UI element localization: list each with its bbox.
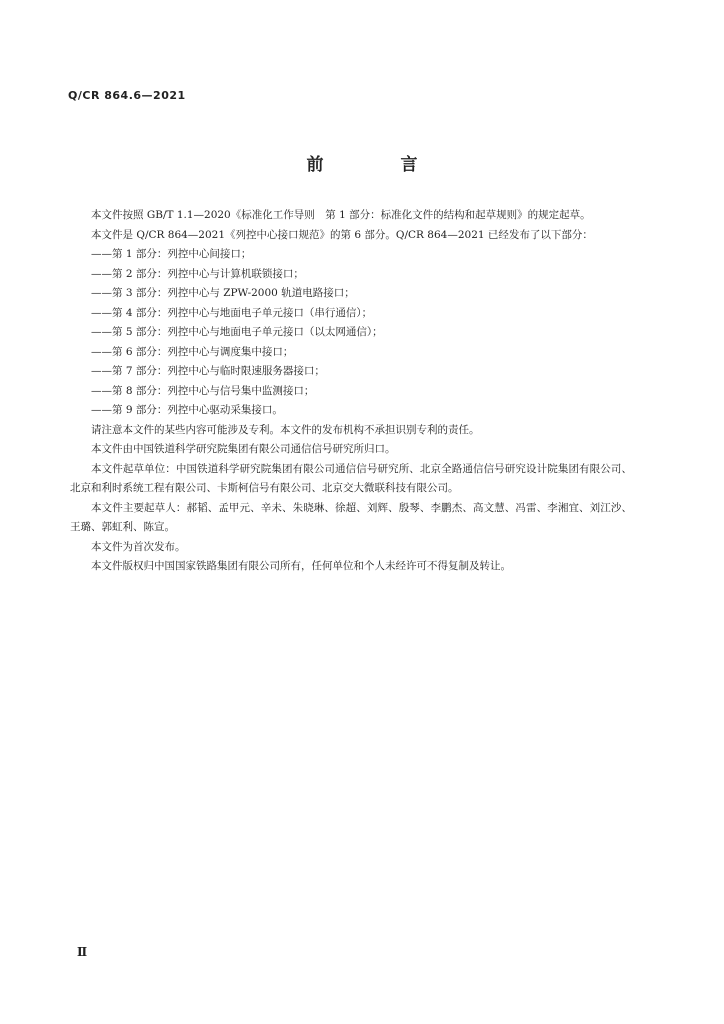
parts-list — [70, 245, 632, 421]
list-item: ——第 6 部分：列控中心与调度集中接口； — [91, 345, 294, 358]
page-title: 前 言 — [306, 155, 448, 175]
paragraph-patent-notice: 请注意本文件的某些内容可能涉及专利。本文件的发布机构不承担识别专利的责任。 — [91, 423, 480, 436]
document-code: Q/CR 864.6—2021 — [68, 89, 186, 102]
list-item: ——第 2 部分：列控中心与计算机联锁接口； — [91, 267, 304, 280]
list-item: ——第 4 部分：列控中心与地面电子单元接口（串行通信）； — [91, 306, 373, 319]
list-item: ——第 9 部分：列控中心驱动采集接口。 — [91, 404, 283, 416]
paragraph-drafters: 本文件主要起草人：郝韬、孟甲元、辛未、朱晓琳、徐超、刘辉、殷琴、李鹏杰、高文慧、冯雷、李湘宜、刘江沙、王璐、郭虹利、陈宣。 — [70, 501, 632, 533]
paragraph-drafting-rules: 本文件按照 GB/T 1.1—2020《标准化工作导则 第 1 部分：标准化文件的结构和起草规则》的规定起草。 — [91, 209, 591, 221]
paragraph-series-intro: 本文件是 Q/CR 864—2021《列控中心接口规范》的第 6 部分。Q/CR 864—2021 已经发布了以下部分： — [91, 228, 593, 241]
list-item: ——第 8 部分：列控中心与信号集中监测接口； — [91, 384, 315, 397]
preface-body — [70, 206, 632, 577]
paragraph-drafting-units: 本文件起草单位：中国铁道科学研究院集团有限公司通信信号研究所、北京全路通信信号研究设计院集团有限公司、北京和利时系统工程有限公司、卡斯柯信号有限公司、北京交大微联科技有限公司。 — [70, 462, 632, 494]
paragraph-first-release: 本文件为首次发布。 — [91, 540, 186, 553]
list-item: ——第 3 部分：列控中心与 ZPW-2000 轨道电路接口； — [91, 287, 355, 299]
paragraph-copyright: 本文件版权归中国国家铁路集团有限公司所有，任何单位和个人未经许可不得复制及转让。 — [91, 560, 511, 572]
page-number: Ⅱ — [77, 945, 88, 959]
list-item: ——第 7 部分：列控中心与临时限速服务器接口； — [91, 365, 325, 377]
list-item: ——第 5 部分：列控中心与地面电子单元接口（以太网通信）； — [91, 326, 383, 338]
paragraph-proposer: 本文件由中国铁道科学研究院集团有限公司通信信号研究所归口。 — [91, 443, 396, 455]
list-item: ——第 1 部分：列控中心间接口； — [91, 248, 252, 260]
